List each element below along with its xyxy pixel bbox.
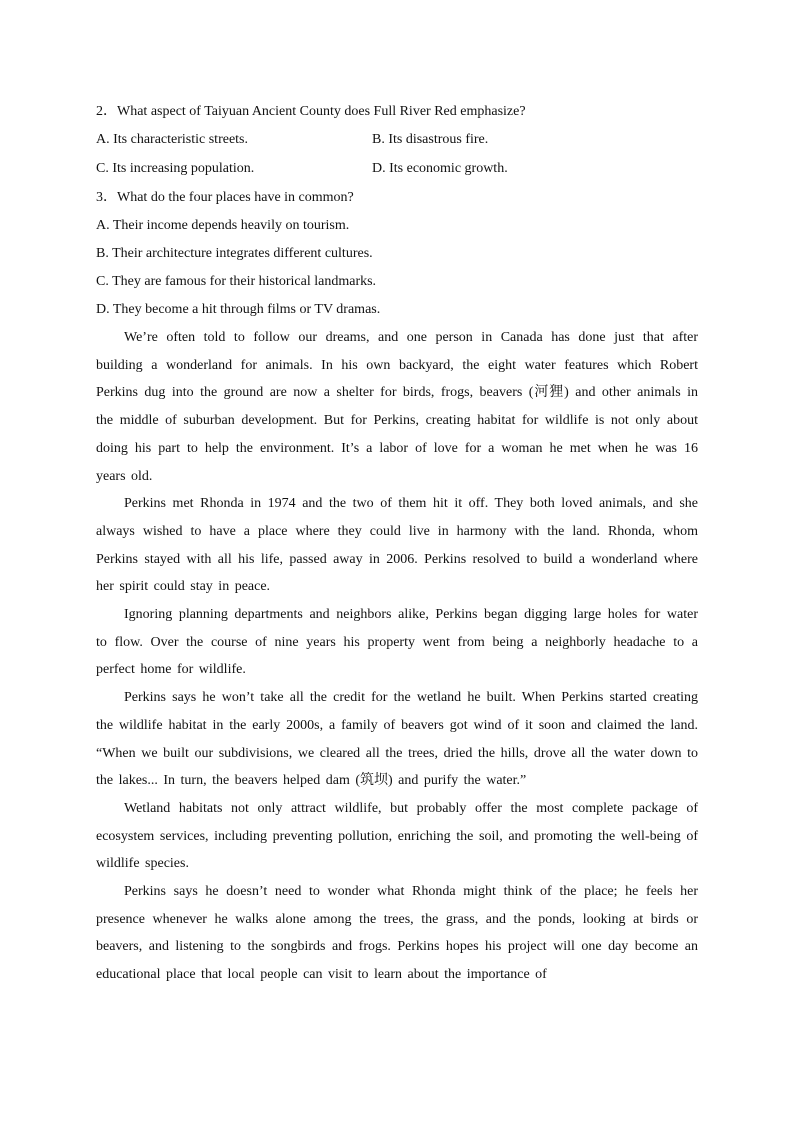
option-row [96,126,698,155]
question-stem: 2．What aspect of Taiyuan Ancient County does Full River Red emphasize? [96,104,526,119]
option-row [96,155,698,184]
question-3 [96,183,698,324]
passage-paragraph: Wetland habitats not only attract wildlife, but probably offer the most complete package of ecosystem services, including preventing pollution, enriching the soil, and promoting the well-being of wildlife species. [96,800,698,872]
option-a: A. Its characteristic streets. [96,132,248,147]
option-b: B. Their architecture integrates different cultures. [96,246,373,261]
passage-paragraph: Perkins says he won’t take all the credit for the wetland he built. When Perkins started creating the wildlife habitat in the early 2000s, a family of beavers got wind of it soon and claimed the land. “When we built our subdivisions, we cleared all the trees, dried the hills, drove all the water down to the lakes... In turn, the beavers helped dam (筑坝) and purify the water.” [96,690,698,789]
option-a: A. Their income depends heavily on tourism. [96,218,350,233]
passage-paragraph: Perkins says he doesn’t need to wonder what Rhonda might think of the place; he feels her presence whenever he walks alone among the trees, the grass, and the ponds, looking at birds or beavers, and listening to the songbirds and frogs. Perkins hopes his project will one day become an educational place that local people can visit to learn about the importance of [96,884,698,983]
option-b: B. Its disastrous fire. [372,132,489,147]
option-c: C. They are famous for their historical landmarks. [96,274,377,289]
option-c: C. Its increasing population. [96,160,255,176]
passage-paragraph: Perkins met Rhonda in 1974 and the two of them hit it off. They both loved animals, and she always wished to have a place where they could live in harmony with the land. Rhonda, whom Perkins stayed with all his life, passed away in 2006. Perkins resolved to build a wonderland where her spirit could stay in peace. [96,496,698,595]
passage-paragraph: Ignoring planning departments and neighbors alike, Perkins began digging large holes for water to flow. Over the course of nine years his property went from being a neighborly headache to a perfect home for wildlife. [96,607,698,678]
reading-passage [96,324,698,989]
option-d: D. They become a hit through films or TV dramas. [96,302,381,317]
question-stem: 3．What do the four places have in common? [96,190,354,205]
option-d: D. Its economic growth. [372,160,508,176]
question-2 [96,97,698,183]
document-page [96,97,698,989]
passage-paragraph: We’re often told to follow our dreams, and one person in Canada has done just that after building a wonderland for animals. In his own backyard, the eight water features which Robert Perkins dug into the ground are now a shelter for birds, frogs, beavers (河狸) and other animals in the middle of suburban development. But for Perkins, creating habitat for wildlife is not only about doing his part to help the environment. It’s a labor of love for a woman he met when he was 16 years old. [96,330,698,484]
